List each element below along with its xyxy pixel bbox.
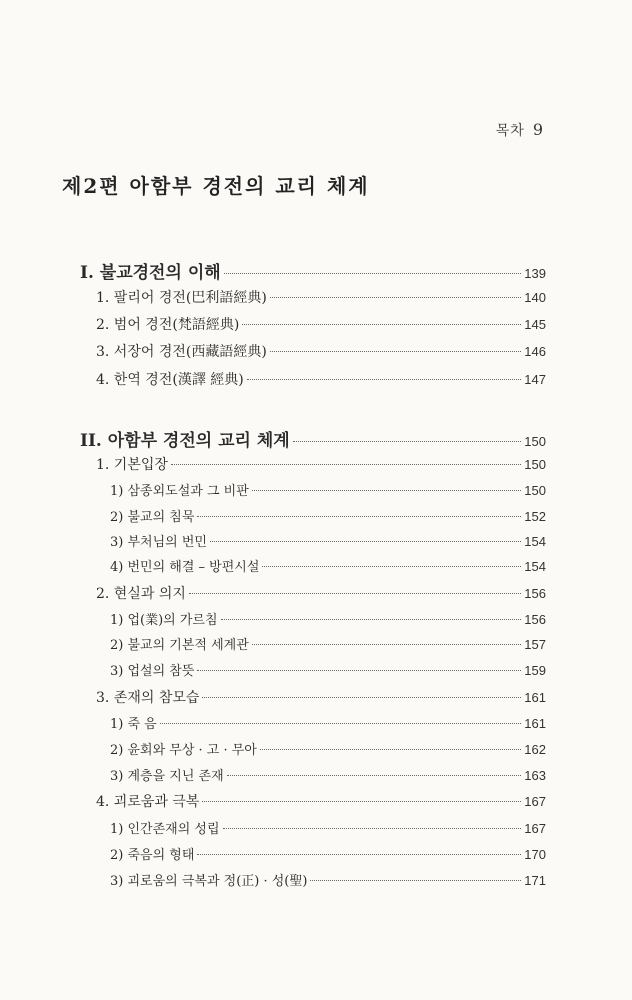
- toc-entry-page: 161: [524, 690, 546, 705]
- toc-entry-page: 154: [524, 559, 546, 574]
- dot-leader: [160, 723, 522, 724]
- toc-entry-title: 3) 부처님의 번민: [110, 535, 207, 550]
- toc-entry: [80, 369, 546, 389]
- dot-leader: [197, 670, 521, 671]
- toc-entry: [80, 870, 546, 889]
- dot-leader: [270, 351, 521, 352]
- dot-leader: [221, 619, 522, 620]
- toc-entry: [80, 844, 546, 863]
- toc-entry-page: 150: [524, 434, 546, 449]
- toc-entry-page: 154: [524, 534, 546, 549]
- toc-entry-page: 146: [524, 344, 546, 359]
- toc-entry-page: 156: [524, 612, 546, 627]
- toc-entry-title: 1) 죽 음: [110, 717, 157, 732]
- toc-entry-title: 3) 계층을 지닌 존재: [110, 769, 224, 784]
- dot-leader: [252, 644, 522, 645]
- toc-chapter-entry: [80, 258, 546, 283]
- toc-entry-title: 2) 윤회와 무상 · 고 · 무아: [110, 743, 257, 758]
- toc-entry-page: 163: [524, 768, 546, 783]
- dot-leader: [242, 324, 521, 325]
- toc-entry: [80, 713, 546, 732]
- toc-entry-title: II. 아함부 경전의 교리 체계: [80, 431, 290, 451]
- toc-entry: [80, 765, 546, 784]
- toc-entry-page: 159: [524, 663, 546, 678]
- toc-entry: [80, 531, 546, 550]
- toc-entry-page: 167: [524, 794, 546, 809]
- toc-entry: [80, 609, 546, 628]
- toc-entry: [80, 583, 546, 603]
- toc-entry-title: 3. 서장어 경전(西藏語經典): [96, 344, 267, 360]
- toc-entry: [80, 556, 546, 575]
- dot-leader: [260, 749, 521, 750]
- dot-leader: [310, 880, 521, 881]
- toc-chapter-entry: [80, 426, 546, 451]
- toc-entry-page: 147: [524, 372, 546, 387]
- toc-entry: [80, 480, 546, 499]
- toc-entry-title: 1. 기본입장: [96, 457, 168, 473]
- toc-entry: [80, 314, 546, 334]
- toc-entry-title: 3) 괴로움의 극복과 정(正) · 성(聖): [110, 874, 308, 889]
- page-number: 9: [532, 120, 544, 139]
- dot-leader: [197, 854, 521, 855]
- toc-entry-page: 145: [524, 317, 546, 332]
- dot-leader: [171, 464, 521, 465]
- toc-entry-page: 170: [524, 847, 546, 862]
- running-head-label: 목차: [495, 123, 525, 139]
- toc-entry-page: 162: [524, 742, 546, 757]
- toc-entry-page: 150: [524, 457, 546, 472]
- toc-entry-title: 2) 불교의 침묵: [110, 510, 195, 525]
- toc-entry: [80, 341, 546, 361]
- toc-entry-title: 1) 인간존재의 성립: [110, 822, 220, 837]
- toc-entry-page: 157: [524, 637, 546, 652]
- toc-entry-title: 4. 괴로움과 극복: [96, 794, 200, 810]
- dot-leader: [252, 490, 522, 491]
- toc-entry-page: 161: [524, 716, 546, 731]
- toc-entry: [80, 506, 546, 525]
- toc-entry-title: 2. 현실과 의지: [96, 586, 186, 602]
- toc-entry-page: 156: [524, 586, 546, 601]
- toc-entry-title: 4) 번민의 해결 – 방편시설: [110, 560, 260, 575]
- dot-leader: [227, 775, 522, 776]
- dot-leader: [224, 273, 522, 274]
- toc-entry: [80, 287, 546, 307]
- dot-leader: [202, 801, 521, 802]
- toc-entry-title: I. 불교경전의 이해: [80, 263, 221, 283]
- dot-leader: [262, 566, 521, 567]
- running-head: [496, 120, 544, 140]
- toc-entry-title: 1. 팔리어 경전(巴利語經典): [96, 290, 267, 306]
- toc-entry-page: 150: [524, 483, 546, 498]
- toc-entry: [80, 791, 546, 811]
- dot-leader: [293, 441, 522, 442]
- toc-entry: [80, 818, 546, 837]
- toc-entry: [80, 634, 546, 653]
- toc-entry: [80, 687, 546, 707]
- toc-entry-page: 140: [524, 290, 546, 305]
- dot-leader: [223, 828, 522, 829]
- toc-entry-page: 139: [524, 266, 546, 281]
- dot-leader: [210, 541, 521, 542]
- toc-entry-title: 4. 한역 경전(漢譯 經典): [96, 372, 244, 388]
- dot-leader: [202, 697, 521, 698]
- toc-entry-title: 2. 범어 경전(梵語經典): [96, 317, 240, 333]
- toc-entry-page: 167: [524, 821, 546, 836]
- toc-entry-title: 3. 존재의 참모습: [96, 690, 200, 706]
- toc-entry-title: 2) 죽음의 형태: [110, 848, 195, 863]
- toc-entry-page: 171: [524, 873, 546, 888]
- toc-entry-title: 1) 업(業)의 가르침: [110, 613, 218, 628]
- toc-entry: [80, 660, 546, 679]
- toc-entry-page: 152: [524, 509, 546, 524]
- part-title: 제2편 아함부 경전의 교리 체계: [62, 174, 370, 198]
- dot-leader: [189, 593, 521, 594]
- toc-entry-title: 2) 불교의 기본적 세계관: [110, 638, 249, 653]
- dot-leader: [247, 379, 522, 380]
- toc-entry-title: 1) 삼종외도설과 그 비판: [110, 484, 249, 499]
- dot-leader: [270, 297, 521, 298]
- toc-entry: [80, 739, 546, 758]
- dot-leader: [197, 516, 521, 517]
- toc-entry: [80, 454, 546, 474]
- toc-entry-title: 3) 업설의 참뜻: [110, 664, 195, 679]
